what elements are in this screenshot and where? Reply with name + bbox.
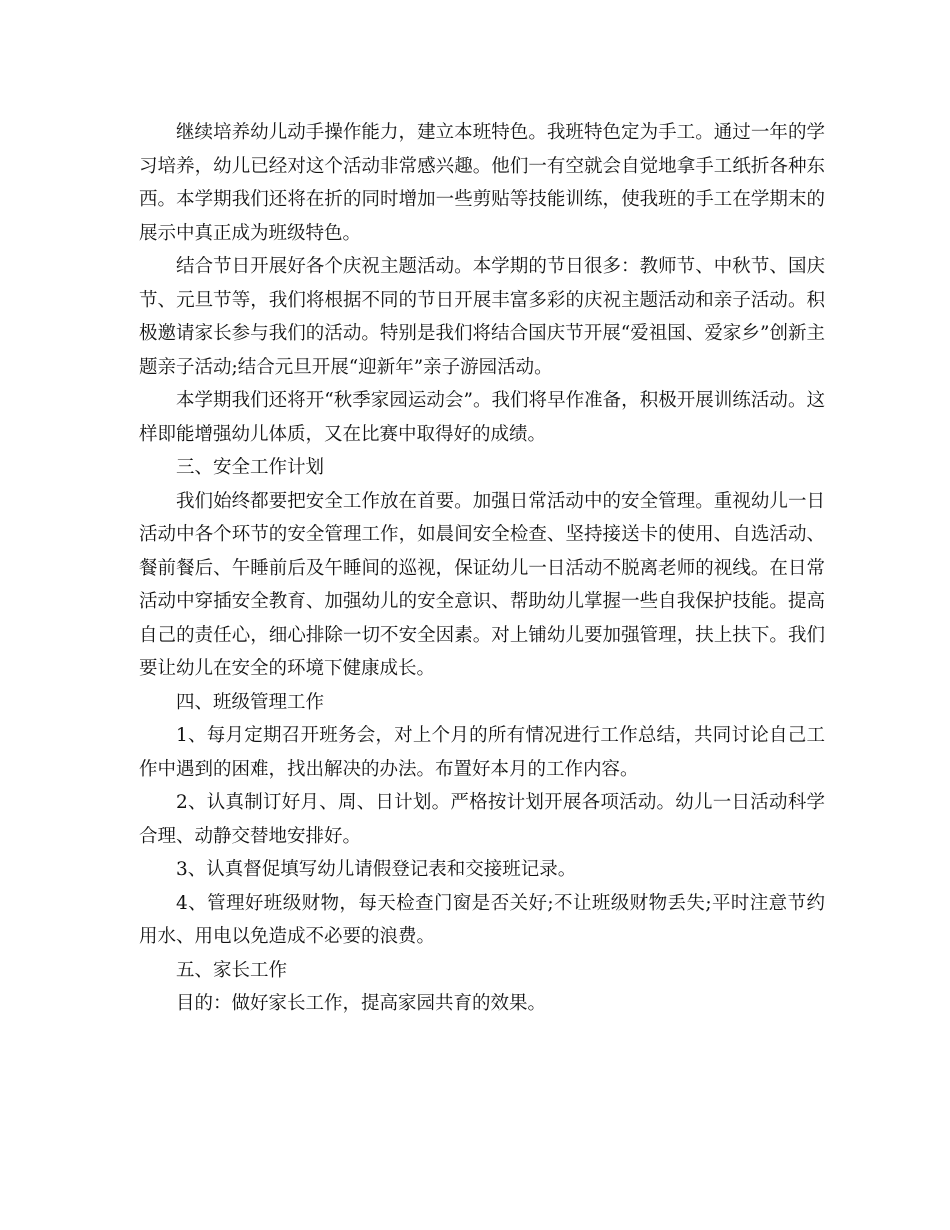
paragraph-sports-meet: 本学期我们还将开“秋季家园运动会”。我们将早作准备，积极开展训练活动。这样即能增强幼儿体质，又在比赛中取得好的成绩。 (139, 390, 825, 445)
list-item-1: 1、每月定期召开班务会，对上个月的所有情况进行工作总结，共同讨论自己工作中遇到的困难，找出解决的办法。布置好本月的工作内容。 (139, 725, 825, 780)
paragraph-festival-activities: 结合节日开展好各个庆祝主题活动。本学期的节日很多：教师节、中秋节、国庆节、元旦节等，我们将根据不同的节日开展丰富多彩的庆祝主题活动和亲子活动。积极邀请家长参与我们的活动。特别是我们将结合国庆节开展“爱祖国、爱家乡”创新主题亲子活动;结合元旦开展“迎新年”亲子游园活动。 (139, 256, 825, 378)
list-item-2: 2、认真制订好月、周、日计划。严格按计划开展各项活动。幼儿一日活动科学合理、动静交替地安排好。 (139, 792, 825, 847)
paragraph-handcraft: 继续培养幼儿动手操作能力，建立本班特色。我班特色定为手工。通过一年的学习培养，幼儿已经对这个活动非常感兴趣。他们一有空就会自觉地拿手工纸折各种东西。本学期我们还将在折的同时增加一些剪贴等技能训练，使我班的手工在学期末的展示中真正成为班级特色。 (139, 122, 825, 244)
document-body (139, 116, 825, 1021)
paragraph-parents-goal: 目的：做好家长工作，提高家园共育的效果。 (176, 993, 547, 1014)
list-item-4: 4、管理好班级财物，每天检查门窗是否关好;不让班级财物丢失;平时注意节约用水、用电以免造成不必要的浪费。 (139, 892, 825, 947)
section-heading-safety: 三、安全工作计划 (176, 457, 325, 478)
list-item-3: 3、认真督促填写幼儿请假登记表和交接班记录。 (176, 859, 577, 880)
section-heading-class-management: 四、班级管理工作 (176, 691, 325, 713)
section-heading-parents: 五、家长工作 (176, 959, 288, 981)
paragraph-safety: 我们始终都要把安全工作放在首要。加强日常活动中的安全管理。重视幼儿一日活动中各个环节的安全管理工作，如晨间安全检查、坚持接送卡的使用、自选活动、餐前餐后、午睡前后及午睡间的巡视，保证幼儿一日活动不脱离老师的视线。在日常活动中穿插安全教育、加强幼儿的安全意识、帮助幼儿掌握一些自我保护技能。提高自己的责任心，细心排除一切不安全因素。对上铺幼儿要加强管理，扶上扶下。我们要让幼儿在安全的环境下健康成长。 (139, 490, 825, 679)
